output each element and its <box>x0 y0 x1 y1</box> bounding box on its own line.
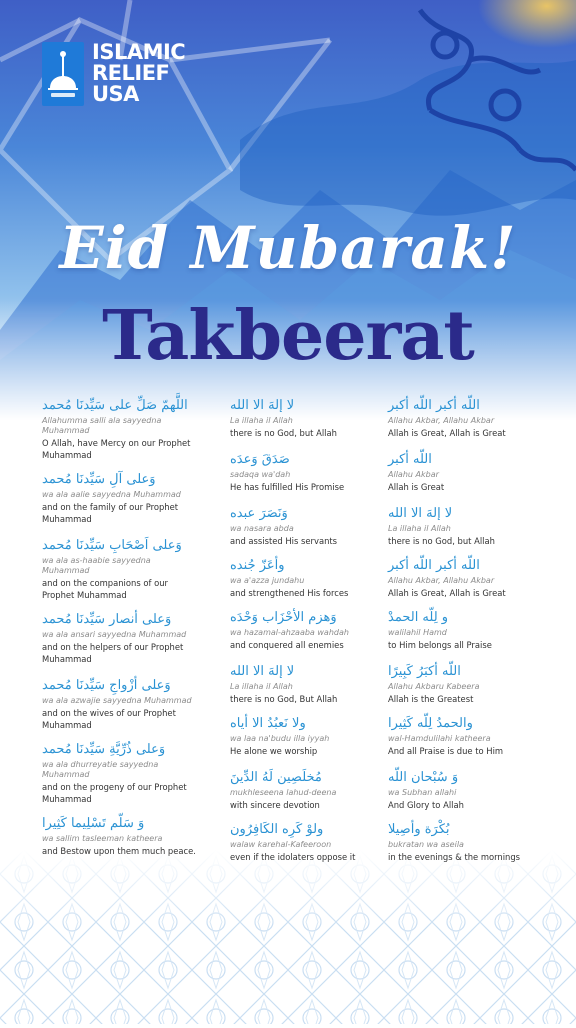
translation: He has fulfilled His Promise <box>230 482 345 492</box>
translation: in the evenings & the mornings <box>388 852 521 862</box>
translation: and on the progeny of our Prophet Muhammad <box>42 782 187 804</box>
translation: And Glory to Allah <box>388 800 464 810</box>
transliteration: Allahu Akbar <box>388 470 439 479</box>
translation: with sincere devotion <box>230 800 320 810</box>
subheadline: Takbeerat <box>102 296 474 376</box>
bottom-pattern <box>0 850 576 1024</box>
arabic-line: صَدَقَ وَعدَه <box>230 452 290 467</box>
transliteration: wa ala dhurreyatie sayyedna Muhammad <box>42 760 159 779</box>
transliteration: wa ala aalie sayyedna Muhammad <box>42 490 181 499</box>
verse-entry <box>42 612 200 665</box>
transliteration: La illaha il Allah <box>388 524 451 533</box>
verse-entry <box>230 822 375 863</box>
arabic-line: ولا نَعبُدُ الا أياه <box>230 716 306 731</box>
transliteration: wa nasara abda <box>230 524 294 533</box>
translation: and conquered all enemies <box>230 640 344 650</box>
translation: Allah is Great, Allah is Great <box>388 588 506 598</box>
arabic-line: لا إلهَ الا الله <box>230 398 295 413</box>
brand-line-3: USA <box>92 82 139 106</box>
arabic-line: اللّه أكبر اللّه أكبر <box>388 558 480 573</box>
arabic-line: وَعلى أزْواجِ سَيِّدنَا مُحمد <box>42 678 171 693</box>
arabic-line: اللَّهمّ صَلِّ على سَيِّدنَا مُحمد <box>42 398 188 413</box>
verse-entry <box>388 398 538 439</box>
verse-entry <box>230 558 375 599</box>
transliteration: wa ala ansari sayyedna Muhammad <box>42 630 187 639</box>
verse-entry <box>42 742 200 805</box>
arabic-line: وَ سُبْحان اللّه <box>388 770 459 785</box>
arabic-line: وأعَزّ جُنده <box>230 558 285 573</box>
arabic-line: وَعلى ذُرِّيَّةِ سَيِّدنَا مُحمد <box>42 742 166 757</box>
verse-entry <box>230 610 375 651</box>
arabic-line: بُكْرَة وأصِيلا <box>388 822 450 837</box>
transliteration: walilahil Hamd <box>388 628 447 637</box>
transliteration: wal-Hamdulilahi katheera <box>388 734 491 743</box>
arabic-line: اللّه أكبر <box>388 452 432 467</box>
verse-entry <box>230 398 375 439</box>
translation: O Allah, have Mercy on our Prophet Muhammad <box>42 438 191 460</box>
translation: and Bestow upon them much peace. <box>42 846 196 856</box>
verse-entry <box>388 452 538 493</box>
verse-entry <box>42 398 200 461</box>
verse-entry <box>388 822 538 863</box>
transliteration: Allahu Akbar, Allahu Akbar <box>388 416 495 425</box>
arabic-line: و لِلّه الحمدْ <box>388 610 449 625</box>
verse-entry <box>230 506 375 547</box>
translation: And all Praise is due to Him <box>388 746 504 756</box>
transliteration: Allahu Akbar, Allahu Akbar <box>388 576 495 585</box>
translation: and assisted His servants <box>230 536 338 546</box>
verse-entry <box>388 558 538 599</box>
transliteration: wa sallim tasleeman katheera <box>42 834 163 843</box>
headline: Eid Mubarak! <box>59 214 517 282</box>
brand-line-1: ISLAMIC <box>92 40 186 64</box>
verse-entry <box>230 452 375 493</box>
arabic-line: وَ سَلّم تَسْلِيما كَثِيرا <box>42 816 145 831</box>
verse-entry <box>388 664 538 705</box>
arabic-line: وَعلى اَصْحَابِ سَيِّدنَا مُحمد <box>42 538 182 553</box>
arabic-line: والحمدُ لِلّه كَثِيرا <box>388 716 473 731</box>
translation: and on the wives of our Prophet Muhammad <box>42 708 176 730</box>
verse-entry <box>388 506 538 547</box>
arabic-line: وَهزم الأحْزَاب وَحْدَه <box>230 610 337 625</box>
verse-entry <box>230 716 375 757</box>
verse-entry <box>42 816 200 857</box>
translation: there is no God, but Allah <box>230 428 337 438</box>
verse-entry <box>42 538 200 601</box>
verse-entry <box>230 770 375 811</box>
arabic-line: وَعلى أنصار سَيِّدنَا مُحمد <box>42 612 172 627</box>
transliteration: bukratan wa aseila <box>388 840 464 849</box>
transliteration: wa laa na'budu illa iyyah <box>230 734 330 743</box>
transliteration: Allahu Akbaru Kabeera <box>388 682 480 691</box>
transliteration: La illaha il Allah <box>230 416 293 425</box>
transliteration: wa ala azwajie sayyedna Muhammad <box>42 696 192 705</box>
transliteration: walaw karehal-Kafeeroon <box>230 840 332 849</box>
verse-entry <box>42 472 200 525</box>
arabic-line: اللّه أكبَرُ كَبِيرًا <box>388 664 461 679</box>
transliteration: wa Subhan allahi <box>388 788 457 797</box>
translation: there is no God, but Allah <box>388 536 495 546</box>
arabic-line: لا إلهَ الا الله <box>388 506 453 521</box>
brand-wordmark <box>92 42 185 105</box>
translation: Allah is Great, Allah is Great <box>388 428 506 438</box>
verse-entry <box>388 716 538 757</box>
arabic-line: وَعلى آلِ سَيِّدنَا مُحمد <box>42 472 156 487</box>
mosque-logo-icon <box>42 42 84 106</box>
translation: and on the companions of our Prophet Muhammad <box>42 578 168 600</box>
arabic-line: اللّه أكبر اللّه أكبر <box>388 398 480 413</box>
transliteration: Allahumma salli ala sayyedna Muhammad <box>42 416 162 435</box>
verse-entry <box>42 678 200 731</box>
translation: even if the idolaters oppose it <box>230 852 356 862</box>
brand-logo[interactable] <box>42 42 185 106</box>
translation: and on the family of our Prophet Muhammad <box>42 502 179 524</box>
verse-entry <box>388 610 538 651</box>
transliteration: sadaqa wa'dah <box>230 470 291 479</box>
transliteration: wa hazamal-ahzaaba wahdah <box>230 628 349 637</box>
transliteration: wa ala as-haabie sayyedna Muhammad <box>42 556 151 575</box>
transliteration: wa a'azza jundahu <box>230 576 305 585</box>
arabic-line: مُخلَصِين لَهُ الدِّينَ <box>230 770 322 785</box>
translation: and strengthened His forces <box>230 588 349 598</box>
verse-entry <box>388 770 538 811</box>
verse-entry <box>230 664 375 705</box>
arabic-line: ولوْ كَرِه الكَافِرُون <box>230 822 324 837</box>
translation: He alone we worship <box>230 746 318 756</box>
translation: there is no God, But Allah <box>230 694 338 704</box>
arabic-line: وَنَصَرَ عبده <box>230 506 288 521</box>
arabic-line: لا إلهَ الا الله <box>230 664 295 679</box>
translation: and on the helpers of our Prophet Muhammad <box>42 642 184 664</box>
translation: Allah is the Greatest <box>388 694 474 704</box>
translation: Allah is Great <box>388 482 445 492</box>
translation: to Him belongs all Praise <box>388 640 492 650</box>
brand-line-2: RELIEF <box>92 61 170 85</box>
transliteration: La illaha il Allah <box>230 682 293 691</box>
transliteration: mukhleseena lahud-deena <box>230 788 337 797</box>
